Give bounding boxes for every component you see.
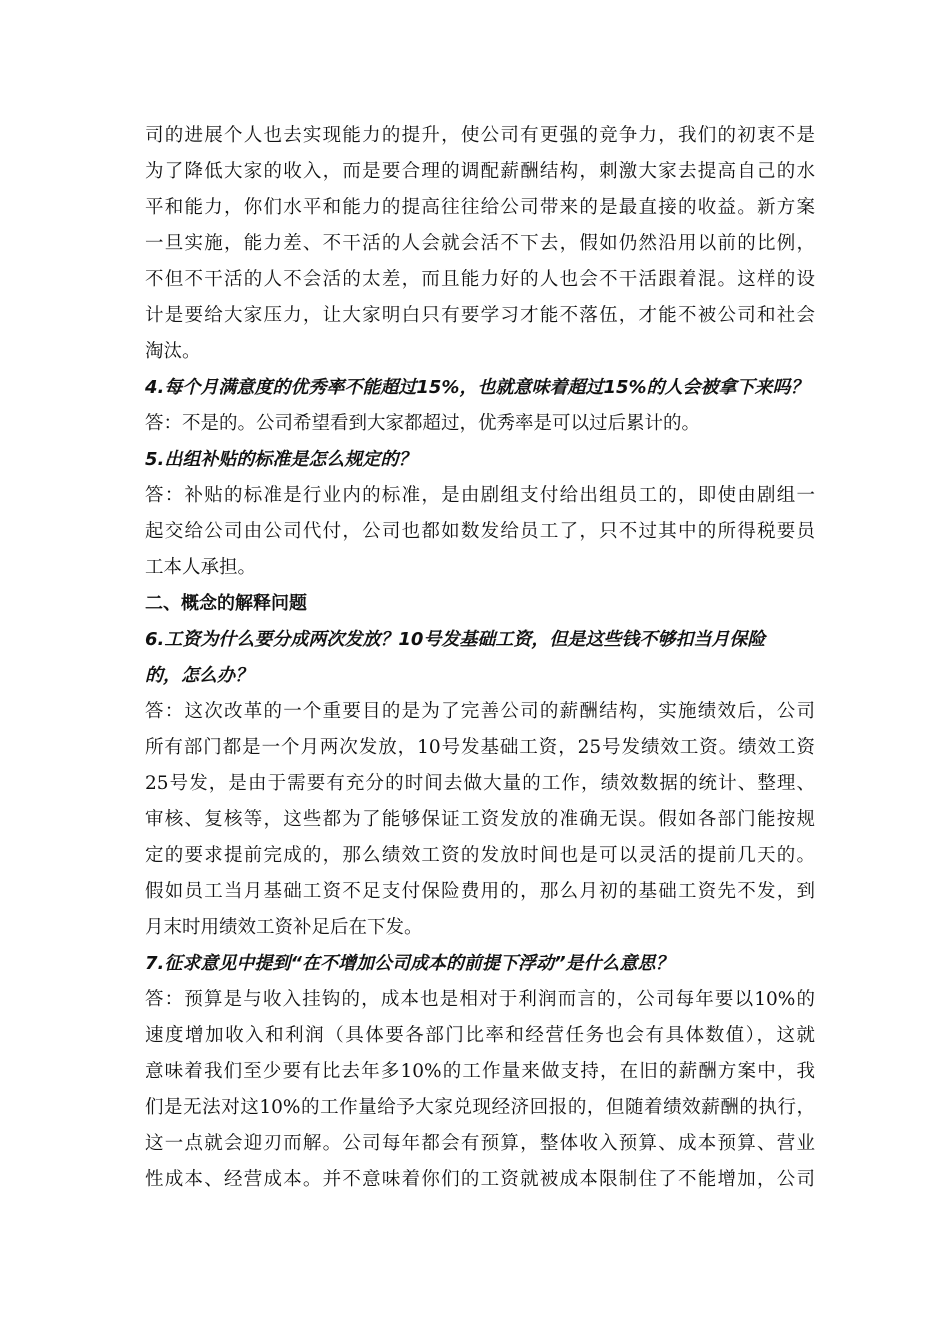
question-line: 6.工资为什么要分成两次发放？10号发基础工资，但是这些钱不够扣当月保险 bbox=[145, 629, 766, 650]
body-text-line: 们是无法对这10%的工作量给予大家兑现经济回报的，但随着绩效薪酬的执行， bbox=[145, 1097, 815, 1118]
body-text-line: 起交给公司由公司代付，公司也都如数发给员工了，只不过其中的所得税要员 bbox=[145, 521, 815, 542]
body-text-line: 司的进展个人也去实现能力的提升，使公司有更强的竞争力，我们的初衷不是 bbox=[145, 125, 815, 146]
body-text-line: 定的要求提前完成的，那么绩效工资的发放时间也是可以灵活的提前几天的。 bbox=[145, 845, 815, 866]
question-line: 4.每个月满意度的优秀率不能超过15%，也就意味着超过15%的人会被拿下来吗？ bbox=[145, 377, 809, 398]
body-text-line: 审核、复核等，这些都为了能够保证工资发放的准确无误。假如各部门能按规 bbox=[145, 809, 815, 830]
body-text-line: 不但不干活的人不会活的太差，而且能力好的人也会不干活跟着混。这样的设 bbox=[145, 269, 815, 290]
body-text-line: 答：这次改革的一个重要目的是为了完善公司的薪酬结构，实施绩效后，公司 bbox=[145, 701, 815, 722]
document-body bbox=[145, 118, 815, 1198]
body-text-line: 一旦实施，能力差、不干活的人会就会活不下去，假如仍然沿用以前的比例， bbox=[145, 233, 815, 254]
body-text-line: 平和能力，你们水平和能力的提高往往给公司带来的是最直接的收益。新方案 bbox=[145, 197, 815, 218]
body-text-line: 假如员工当月基础工资不足支付保险费用的，那么月初的基础工资先不发，到 bbox=[145, 881, 815, 902]
question-line: 5.出组补贴的标准是怎么规定的？ bbox=[145, 449, 417, 470]
body-text-line: 答：预算是与收入挂钩的，成本也是相对于利润而言的，公司每年要以10%的 bbox=[145, 989, 815, 1010]
question-line: 的，怎么办？ bbox=[145, 665, 253, 686]
body-text-line: 性成本、经营成本。并不意味着你们的工资就被成本限制住了不能增加，公司 bbox=[145, 1169, 815, 1190]
body-text-line: 答：补贴的标准是行业内的标准，是由剧组支付给出组员工的，即使由剧组一 bbox=[145, 485, 815, 506]
body-text-line: 这一点就会迎刃而解。公司每年都会有预算，整体收入预算、成本预算、营业 bbox=[145, 1133, 815, 1154]
body-text-line: 为了降低大家的收入，而是要合理的调配薪酬结构，刺激大家去提高自己的水 bbox=[145, 161, 815, 182]
body-text-line: 意味着我们至少要有比去年多10%的工作量来做支持，在旧的薪酬方案中，我 bbox=[145, 1061, 815, 1082]
section-heading: 二、概念的解释问题 bbox=[145, 593, 307, 614]
body-text-line: 月末时用绩效工资补足后在下发。 bbox=[145, 917, 423, 938]
body-text-line: 工本人承担。 bbox=[145, 557, 257, 578]
body-text-line: 速度增加收入和利润（具体要各部门比率和经营任务也会有具体数值），这就 bbox=[145, 1025, 815, 1046]
question-line: 7.征求意见中提到“在不增加公司成本的前提下浮动”是什么意思？ bbox=[145, 953, 674, 974]
body-text-line: 淘汰。 bbox=[145, 341, 201, 362]
body-text-line: 答：不是的。公司希望看到大家都超过，优秀率是可以过后累计的。 bbox=[145, 413, 701, 434]
body-text-line: 计是要给大家压力，让大家明白只有要学习才能不落伍，才能不被公司和社会 bbox=[145, 305, 815, 326]
body-text-line: 25号发，是由于需要有充分的时间去做大量的工作，绩效数据的统计、整理、 bbox=[145, 773, 815, 794]
body-text-line: 所有部门都是一个月两次发放，10号发基础工资，25号发绩效工资。绩效工资 bbox=[145, 737, 815, 758]
